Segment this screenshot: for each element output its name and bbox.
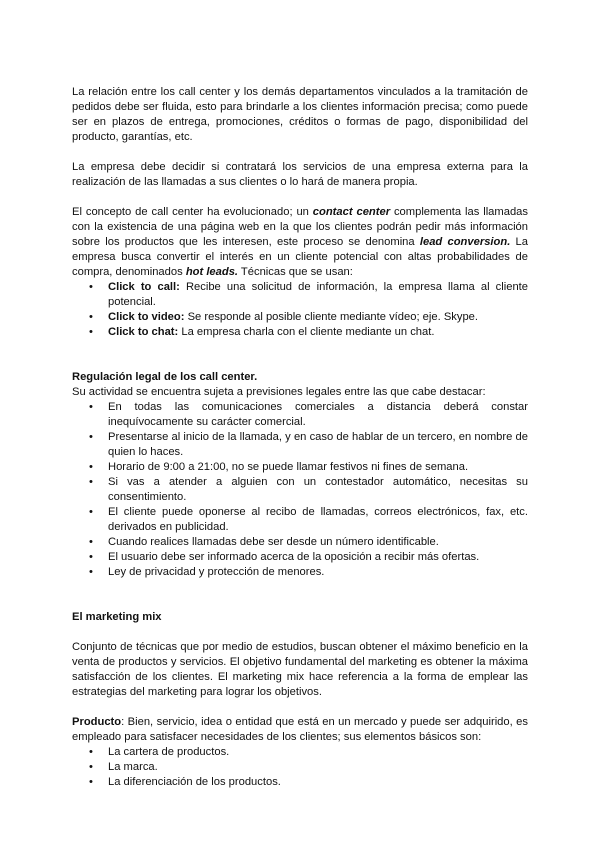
list-item-desc: La empresa charla con el cliente mediante un chat. [178, 326, 435, 338]
list-item: • Horario de 9:00 a 21:00, no se puede llamar festivos ni fines de semana. [72, 460, 528, 475]
spacer [72, 700, 528, 715]
term-producto: Producto [72, 716, 122, 728]
spacer [72, 340, 528, 370]
list-item: • Presentarse al inicio de la llamada, y en caso de hablar de un tercero, en nombre de quien lo haces. [72, 430, 528, 460]
term-click-to-call: Click to call: [108, 281, 180, 293]
list-item [72, 310, 528, 325]
spacer [72, 580, 528, 610]
spacer [72, 190, 528, 205]
text-run: : Bien, servicio, idea o entidad que está en un mercado y puede ser adquirido, es empleado para satisfacer necesidades de los clientes; sus elementos básicos son: [72, 716, 528, 743]
paragraph-legal-intro: Su actividad se encuentra sujeta a previsiones legales entre las que cabe destacar: [72, 386, 486, 398]
spacer [72, 625, 528, 640]
list-item-desc: Recibe una solicitud de información, la empresa llama al cliente potencial. [108, 281, 528, 308]
term-click-to-video: Click to video: [108, 311, 185, 323]
term-contact-center: contact center [312, 206, 391, 218]
heading-marketing-mix: El marketing mix [72, 611, 162, 623]
list-item: • La marca. [72, 760, 528, 775]
text-run: El concepto de call center ha evolucionado; un [72, 206, 313, 218]
producto-list [72, 745, 528, 790]
text-run: complementa las llamadas con la existencia de una página web en la que los clientes podrán pedir más información sobre los productos que les interesen, este proceso se denomina [72, 206, 528, 248]
list-item: • Cuando realices llamadas debe ser desde un número identificable. [72, 535, 528, 550]
list-item: • La cartera de productos. [72, 745, 528, 760]
term-hot-leads: hot leads. [185, 266, 239, 278]
techniques-list [72, 280, 528, 340]
list-item-desc: Se responde al posible cliente mediante vídeo; eje. Skype. [184, 311, 479, 323]
paragraph-external-company: La empresa debe decidir si contratará los servicios de una empresa externa para la realización de las llamadas a sus clientes o lo hará de manera propia. [72, 161, 528, 188]
list-item [72, 280, 528, 310]
term-lead-conversion: lead conversion. [419, 236, 511, 248]
list-item: • Si vas a atender a alguien con un contestador automático, necesitas su consentimiento. [72, 475, 528, 505]
list-item: • El cliente puede oponerse al recibo de llamadas, correos electrónicos, fax, etc. derivados en publicidad. [72, 505, 528, 535]
heading-legal-regulation: Regulación legal de los call center. [72, 371, 258, 383]
list-item: • La diferenciación de los productos. [72, 775, 528, 790]
term-click-to-chat: Click to chat: [108, 326, 179, 338]
text-run: La empresa busca convertir el interés en un cliente potencial con altas probabilidades de compra, denominados [72, 236, 529, 278]
paragraph-call-center-relation: La relación entre los call center y los demás departamentos vinculados a la tramitación de pedidos debe ser fluida, esto para brindarle a los clientes información precisa; como puede ser en plazos de entrega, promociones, créditos o formas de pago, disponibilidad del producto, garantías, etc. [72, 86, 528, 143]
legal-list [72, 400, 528, 580]
spacer [72, 145, 528, 160]
list-item: • En todas las comunicaciones comerciales a distancia deberá constar inequívocamente su carácter comercial. [72, 400, 528, 430]
paragraph-contact-center [72, 205, 528, 280]
list-item: • Ley de privacidad y protección de menores. [72, 565, 528, 580]
list-item [72, 325, 528, 340]
paragraph-marketing-mix: Conjunto de técnicas que por medio de estudios, buscan obtener el máximo beneficio en la venta de productos y servicios. El objetivo fundamental del marketing es obtener la máxima satisfacción de los clientes. El marketing mix hace referencia a la forma de emplear las estrategias del marketing para lograr los objetivos. [72, 641, 528, 698]
list-item: • El usuario debe ser informado acerca de la oposición a recibir más ofertas. [72, 550, 528, 565]
text-run: Técnicas que se usan: [238, 266, 353, 278]
paragraph-producto [72, 715, 528, 745]
